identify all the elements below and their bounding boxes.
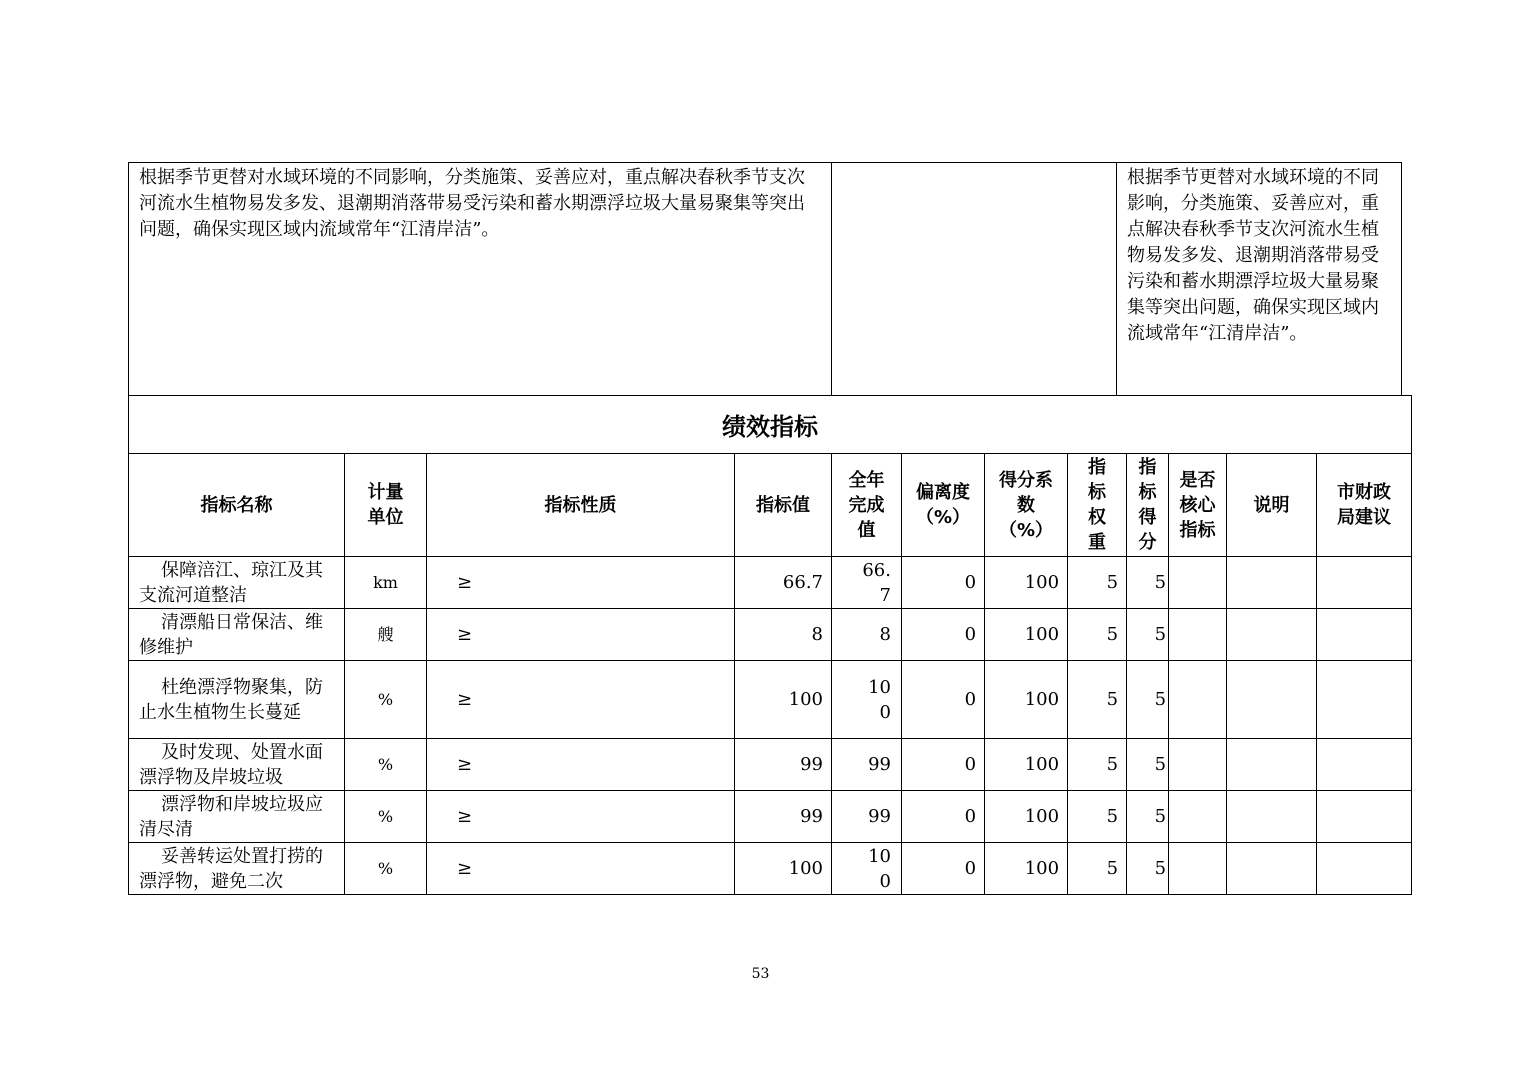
header-value: 指标值 <box>735 454 832 557</box>
annual-done: 100 <box>832 661 902 739</box>
indicator-name: 妥善转运处置打捞的漂浮物，避免二次 <box>129 843 345 895</box>
deviation: 0 <box>902 557 985 609</box>
note <box>1227 739 1317 791</box>
header-name: 指标名称 <box>129 454 345 557</box>
header-advice: 市财政局建议 <box>1317 454 1412 557</box>
weight: 5 <box>1068 843 1127 895</box>
score: 5 <box>1127 843 1169 895</box>
score: 5 <box>1127 739 1169 791</box>
note <box>1227 843 1317 895</box>
indicator-name: 及时发现、处置水面漂浮物及岸坡垃圾 <box>129 739 345 791</box>
indicator-unit: % <box>345 661 427 739</box>
indicator-unit: % <box>345 791 427 843</box>
score-coefficient: 100 <box>985 843 1068 895</box>
summary-middle-cell <box>832 163 1117 396</box>
advice <box>1317 739 1412 791</box>
indicator-unit: km <box>345 557 427 609</box>
header-score: 指标得分 <box>1127 454 1169 557</box>
indicator-unit: % <box>345 843 427 895</box>
annual-done: 99 <box>832 739 902 791</box>
page-number: 53 <box>751 966 770 982</box>
annual-done: 99 <box>832 791 902 843</box>
score-coefficient: 100 <box>985 609 1068 661</box>
score-coefficient: 100 <box>985 661 1068 739</box>
performance-table <box>128 395 1412 895</box>
weight: 5 <box>1068 609 1127 661</box>
score-coefficient: 100 <box>985 791 1068 843</box>
deviation: 0 <box>902 661 985 739</box>
annual-done: 66.7 <box>832 557 902 609</box>
table-row <box>129 739 1412 791</box>
score: 5 <box>1127 661 1169 739</box>
advice <box>1317 661 1412 739</box>
deviation: 0 <box>902 739 985 791</box>
header-weight: 指标权重 <box>1068 454 1127 557</box>
header-unit: 计量单位 <box>345 454 427 557</box>
core-indicator <box>1169 609 1227 661</box>
deviation: 0 <box>902 791 985 843</box>
score: 5 <box>1127 609 1169 661</box>
indicator-value: 100 <box>735 661 832 739</box>
annual-done: 100 <box>832 843 902 895</box>
indicator-name: 漂浮物和岸坡垃圾应清尽清 <box>129 791 345 843</box>
score-coefficient: 100 <box>985 739 1068 791</box>
advice <box>1317 609 1412 661</box>
header-nature: 指标性质 <box>427 454 735 557</box>
score-coefficient: 100 <box>985 557 1068 609</box>
table-row <box>129 843 1412 895</box>
table-row <box>129 661 1412 739</box>
core-indicator <box>1169 791 1227 843</box>
core-indicator <box>1169 739 1227 791</box>
header-annual-done: 全年完成值 <box>832 454 902 557</box>
indicator-nature: ≥ <box>427 557 735 609</box>
indicator-value: 99 <box>735 791 832 843</box>
indicator-value: 99 <box>735 739 832 791</box>
indicator-nature: ≥ <box>427 739 735 791</box>
indicator-unit: % <box>345 739 427 791</box>
indicator-value: 8 <box>735 609 832 661</box>
deviation: 0 <box>902 609 985 661</box>
indicator-nature: ≥ <box>427 791 735 843</box>
indicator-name: 清漂船日常保洁、维修维护 <box>129 609 345 661</box>
header-row <box>129 454 1412 557</box>
indicator-value: 100 <box>735 843 832 895</box>
advice <box>1317 791 1412 843</box>
note <box>1227 609 1317 661</box>
note <box>1227 791 1317 843</box>
table-row <box>129 791 1412 843</box>
deviation: 0 <box>902 843 985 895</box>
performance-title: 绩效指标 <box>129 396 1412 454</box>
advice <box>1317 557 1412 609</box>
summary-table <box>128 162 1402 396</box>
score: 5 <box>1127 557 1169 609</box>
indicator-nature: ≥ <box>427 843 735 895</box>
annual-done: 8 <box>832 609 902 661</box>
header-coefficient: 得分系数（%） <box>985 454 1068 557</box>
indicator-nature: ≥ <box>427 661 735 739</box>
table-row <box>129 609 1412 661</box>
header-note: 说明 <box>1227 454 1317 557</box>
indicator-name: 杜绝漂浮物聚集，防止水生植物生长蔓延 <box>129 661 345 739</box>
summary-right-cell: 根据季节更替对水域环境的不同影响，分类施策、妥善应对，重点解决春秋季节支次河流水生植物易发多发、退潮期消落带易受污染和蓄水期漂浮垃圾大量易聚集等突出问题，确保实现区域内流域常年“江清岸洁”。 <box>1117 163 1402 396</box>
advice <box>1317 843 1412 895</box>
indicator-nature: ≥ <box>427 609 735 661</box>
table-row <box>129 557 1412 609</box>
header-core: 是否核心指标 <box>1169 454 1227 557</box>
summary-left-cell: 根据季节更替对水域环境的不同影响，分类施策、妥善应对，重点解决春秋季节支次河流水生植物易发多发、退潮期消落带易受污染和蓄水期漂浮垃圾大量易聚集等突出问题，确保实现区域内流域常年“江清岸洁”。 <box>129 163 832 396</box>
core-indicator <box>1169 661 1227 739</box>
indicator-unit: 艘 <box>345 609 427 661</box>
note <box>1227 661 1317 739</box>
weight: 5 <box>1068 557 1127 609</box>
core-indicator <box>1169 843 1227 895</box>
indicator-value: 66.7 <box>735 557 832 609</box>
weight: 5 <box>1068 661 1127 739</box>
weight: 5 <box>1068 791 1127 843</box>
header-deviation: 偏离度（%） <box>902 454 985 557</box>
score: 5 <box>1127 791 1169 843</box>
core-indicator <box>1169 557 1227 609</box>
indicator-name: 保障涪江、琼江及其支流河道整洁 <box>129 557 345 609</box>
note <box>1227 557 1317 609</box>
weight: 5 <box>1068 739 1127 791</box>
